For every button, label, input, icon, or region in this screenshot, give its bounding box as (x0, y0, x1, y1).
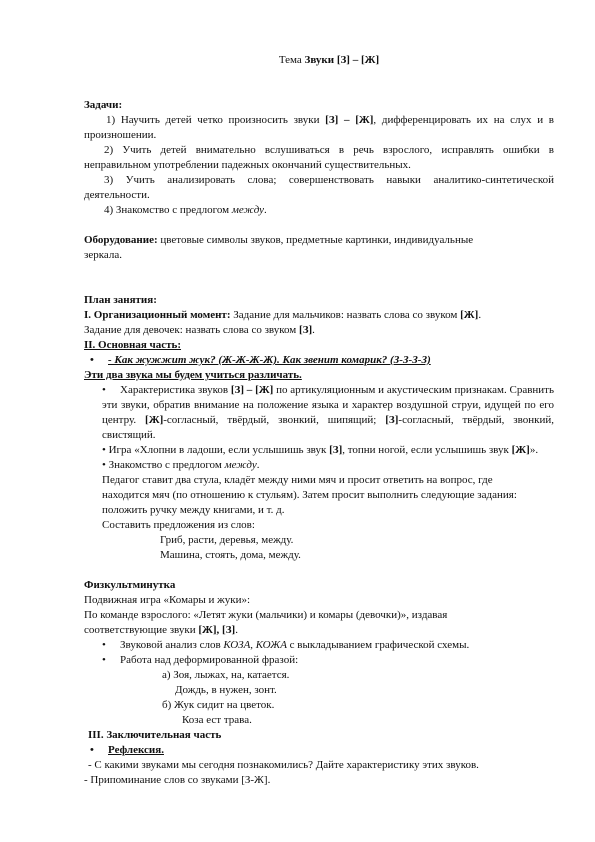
tasks-heading: Задачи: (84, 99, 123, 111)
section-1-line-2: Задание для девочек: назвать слова со звуком [З]. (84, 324, 315, 336)
preposition-paragraph: • Знакомство с предлогом между. (102, 459, 260, 471)
phys-heading: Физкультминутка (84, 579, 176, 591)
title-prefix: Тема (278, 54, 305, 66)
task-4: 4) Знакомство с предлогом между. (104, 204, 267, 216)
question-1: - С какими звуками мы сегодня познакомились? Дайте характеристику этих звуков. (88, 759, 479, 771)
sentence-words-1: Гриб, расти, деревья, между. (160, 534, 294, 546)
title-topic: Звуки [З] – [Ж] (304, 54, 380, 66)
section-1: I. Организационный момент: Задание для мальчиков: назвать слова со звуком [Ж]. (84, 309, 482, 321)
phys-bullet-2: • Работа над деформированной фразой: (102, 654, 299, 666)
phrase-a1: а) Зоя, лыжах, на, катается. (162, 669, 290, 681)
question-2: - Припоминание слов со звуками [З-Ж]. (84, 774, 271, 786)
document-title (104, 53, 554, 68)
phrase-b2: Коза ест трава. (182, 714, 252, 726)
phrase-a2: Дождь, в нужен, зонт. (175, 684, 277, 696)
task-2: 2) Учить детей внимательно вслушиваться в речь взрослого, исправлять ошибки в неправильном употреблении падежных окончаний существительных. (84, 144, 554, 171)
plan-heading: План занятия: (84, 294, 157, 306)
section-2-line: Эти два звука мы будем учиться различать. (84, 369, 302, 381)
compose-sentences: Составить предложения из слов: (102, 519, 255, 531)
task-3: 3) Учить анализировать слова; совершенствовать навыки аналитико-синтетической деятельности. (84, 174, 554, 201)
characteristic-paragraph: • Характеристика звуков [З] – [Ж] по артикуляционным и акустическим признакам. Сравнить эти звуки, обратив внимание на положение языка и характер воздушной струи, идущей по его центру. [Ж]-согласный, твёрдый, звонкий, шипящий; [З]-согласный, твёрдый, звонкий, свистящий. (102, 384, 555, 441)
final-heading: III. Заключительная часть (88, 729, 222, 741)
equipment: Оборудование: цветовые символы звуков, предметные картинки, индивидуальные зеркала. (84, 234, 474, 261)
phys-game: Подвижная игра «Комары и жуки»: (84, 594, 251, 606)
teacher-paragraph: Педагог ставит два стула, кладёт между ними мяч и просит ответить на вопрос, где находится мяч (по отношению к стульям). Затем просит выполнить следующие задания: положить ручку между книгами, и т. д. (102, 474, 517, 516)
phys-bullet-1: • Звуковой анализ слов КОЗА, КОЖА с выкладыванием графической схемы. (102, 639, 470, 651)
sentence-words-2: Машина, стоять, дома, между. (160, 549, 301, 561)
phys-command: По команде взрослого: «Летят жуки (мальчики) и комары (девочки)», издавая соответствующие звуки [Ж], [З]. (84, 609, 448, 636)
game-paragraph: • Игра «Хлопни в ладоши, если услышишь звук [З], топни ногой, если услышишь звук [Ж]». (102, 444, 539, 456)
task-1: 1) Научить детей четко произносить звуки [З] – [Ж], дифференцировать их на слух и в произношении. (84, 114, 554, 141)
document-page (84, 53, 554, 788)
section-2-bullet: • - Как жужжит жук? (Ж-Ж-Ж-Ж). Как звенит комарик? (З-З-З-З) (90, 354, 431, 366)
section-2-heading: II. Основная часть: (84, 339, 182, 351)
phrase-b1: б) Жук сидит на цветок. (162, 699, 275, 711)
reflection: • Рефлексия. (90, 744, 164, 756)
